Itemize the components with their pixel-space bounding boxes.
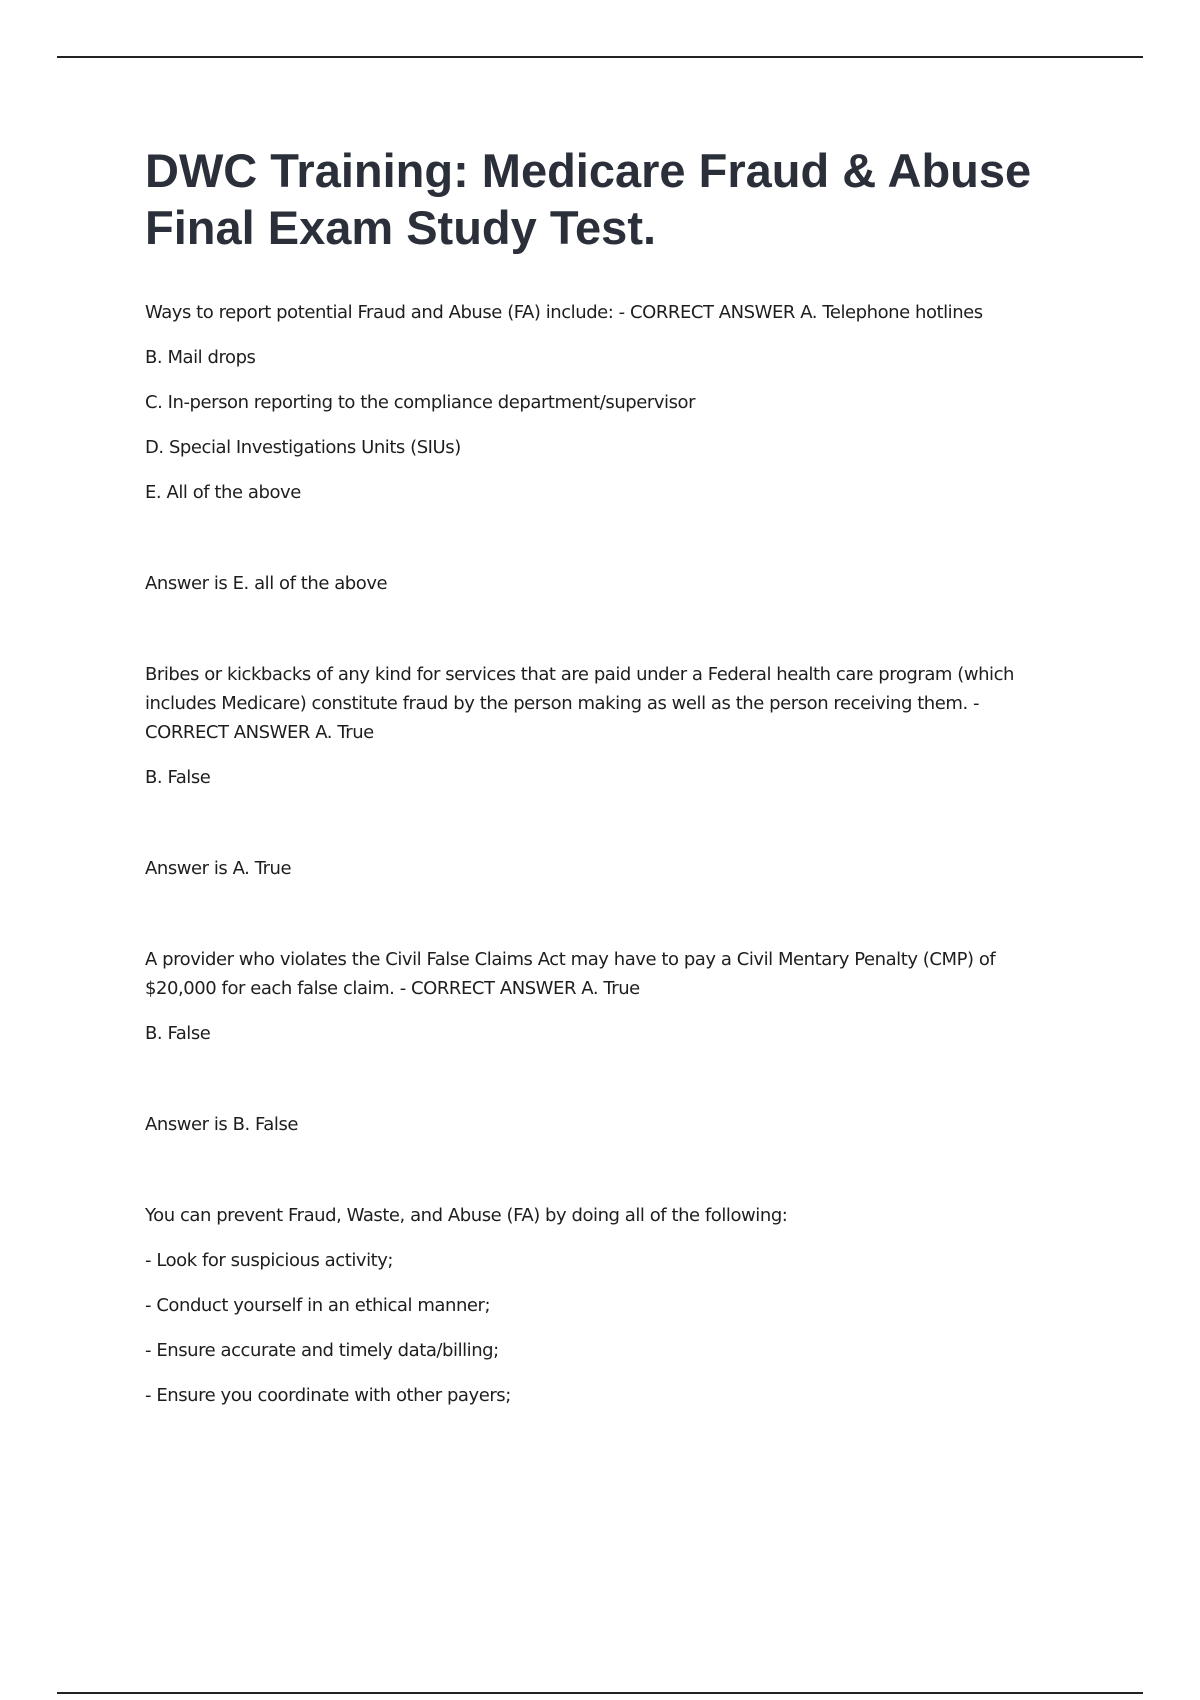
question-1-option-c: C. In-person reporting to the compliance department/supervisor (145, 392, 696, 413)
document-body (145, 142, 1065, 1410)
question-1-option-e: E. All of the above (145, 482, 301, 503)
question-3-prompt: A provider who violates the Civil False Claims Act may have to pay a Civil Mentary Penalty (CMP) of $20,000 for each false claim. - CORRECT ANSWER A. True (145, 949, 996, 999)
question-1-option-b: B. Mail drops (145, 347, 256, 368)
top-rule (57, 56, 1143, 58)
question-2-prompt: Bribes or kickbacks of any kind for services that are paid under a Federal health care program (which includes Medicare) constitute fraud by the person making as well as the person receiving them. - CORRECT ANSWER A. True (145, 664, 1015, 743)
question-1-answer: Answer is E. all of the above (145, 573, 388, 594)
question-1-option-d: D. Special Investigations Units (SIUs) (145, 437, 461, 458)
question-4-item-4: - Ensure you coordinate with other payers; (145, 1385, 511, 1406)
document-title (145, 142, 1065, 256)
question-2-answer: Answer is A. True (145, 858, 292, 879)
question-1-prompt: Ways to report potential Fraud and Abuse (FA) include: - CORRECT ANSWER A. Telephone hotlines (145, 302, 983, 323)
question-3-option-b: B. False (145, 1023, 211, 1044)
bottom-rule (57, 1692, 1143, 1694)
question-list (145, 298, 1065, 1410)
title-line-1: DWC Training: Medicare Fraud & Abuse (145, 144, 1032, 197)
question-4-item-1: - Look for suspicious activity; (145, 1250, 394, 1271)
question-2-option-b: B. False (145, 767, 211, 788)
question-4-item-2: - Conduct yourself in an ethical manner; (145, 1295, 491, 1316)
title-line-2: Final Exam Study Test. (145, 201, 657, 254)
question-4-item-3: - Ensure accurate and timely data/billing; (145, 1340, 499, 1361)
question-3-answer: Answer is B. False (145, 1114, 298, 1135)
question-4-prompt: You can prevent Fraud, Waste, and Abuse (FA) by doing all of the following: (145, 1205, 788, 1226)
